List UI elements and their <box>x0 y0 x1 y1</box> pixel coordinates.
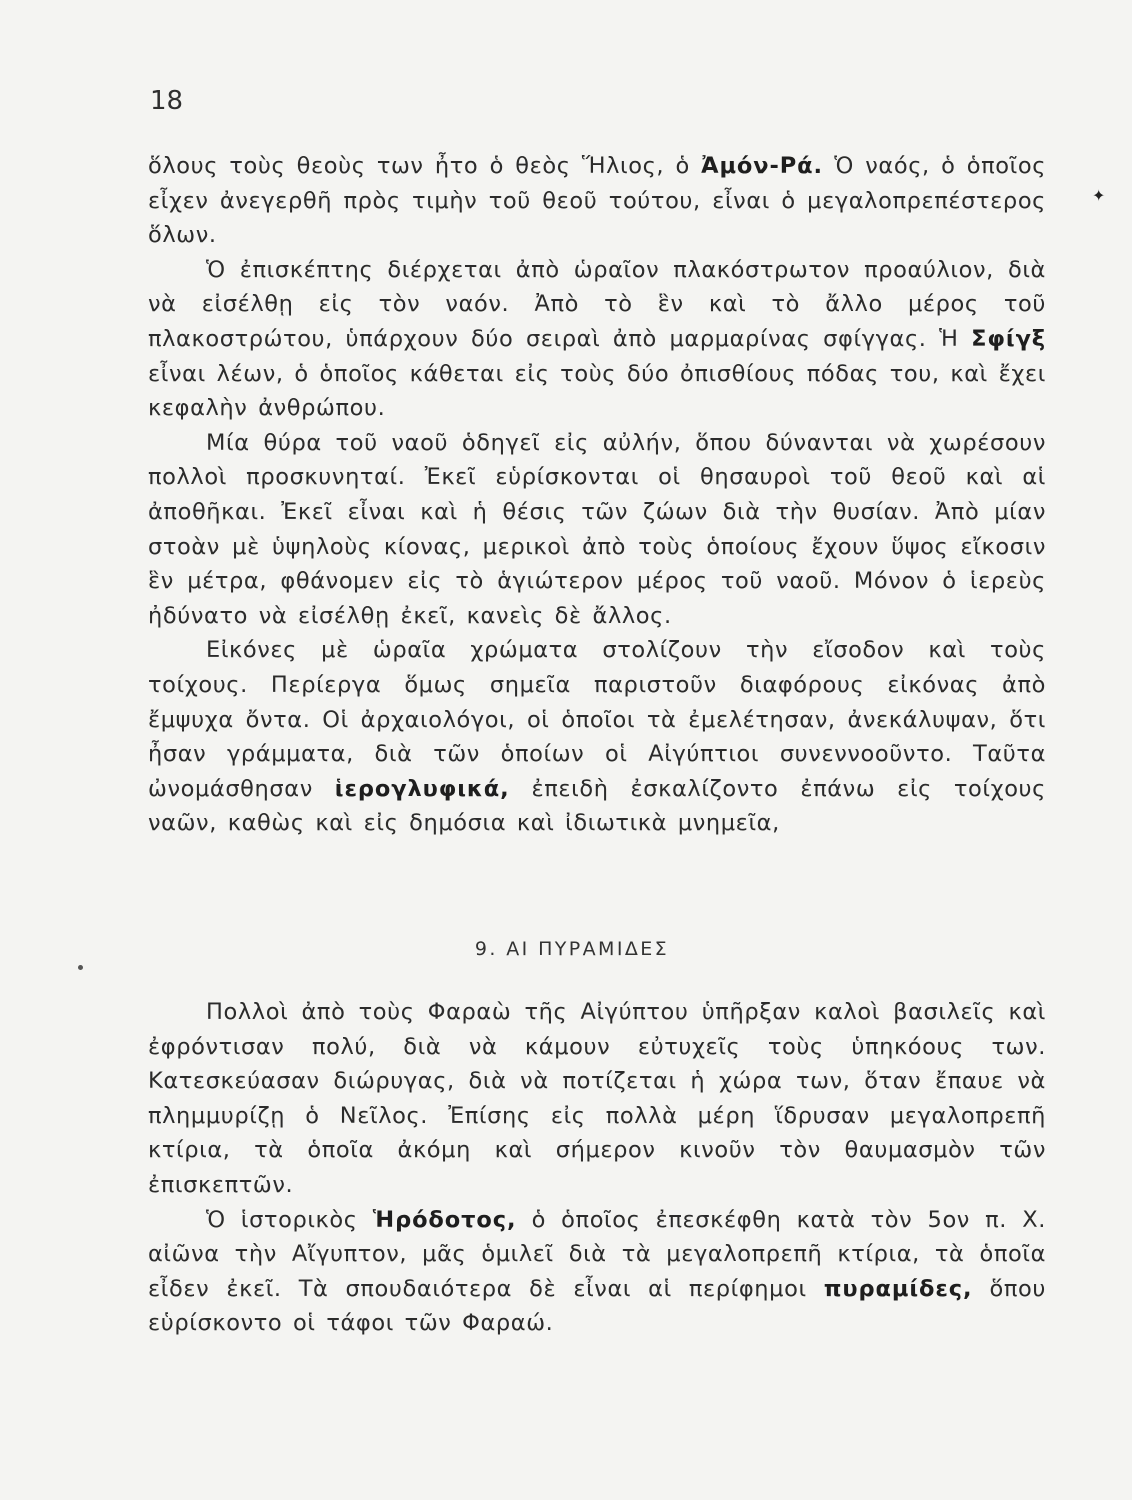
scan-speck <box>78 965 83 970</box>
text-run: ἐπειδὴ ἐσκαλίζοντο ἐπάνω εἰς τοίχους ναῶν, καθὼς καὶ εἰς δημόσια καὶ ἰδιωτικὰ μνημεῖα, <box>148 775 1046 837</box>
paragraph <box>148 633 1046 841</box>
paragraph <box>148 149 1046 253</box>
text-run: Μία θύρα τοῦ ναοῦ ὁδηγεῖ εἰς αὐλήν, ὅπου δύνανται νὰ χωρέσουν πολλοὶ προσκυνηταί. Ἐκεῖ εὑρίσκονται οἱ θησαυροὶ τοῦ θεοῦ καὶ αἱ ἀποθῆκαι. Ἐκεῖ εἶναι καὶ ἡ θέσις τῶν ζώων διὰ τὴν θυσίαν. Ἀπὸ μίαν στοὰν μὲ ὑψηλοὺς κίονας, μερικοὶ ἀπὸ τοὺς ὁποίους ἔχουν ὕψος εἴκοσιν ἓν μέτρα, φθάνομεν εἰς τὸ ἁγιώτερον μέρος τοῦ ναοῦ. Μόνον ὁ ἱερεὺς ἠδύνατο νὰ εἰσέλθῃ ἐκεῖ, κανεὶς δὲ ἄλλος. <box>148 429 1046 629</box>
bold-term: Σφίγξ <box>971 325 1046 352</box>
bold-term: Ἡρόδοτος, <box>372 1206 517 1233</box>
paragraph <box>148 995 1046 1203</box>
bold-term: πυραμίδες, <box>823 1275 973 1302</box>
text-run: ὁ ὁποῖος ἐπεσκέφθη κατὰ τὸν 5ον π. Χ. αἰῶνα τὴν Αἴγυπτον, μᾶς ὁμιλεῖ διὰ τὰ μεγαλοπρεπῆ κτίρια, τὰ ὁποῖα εἶδεν ἐκεῖ. Τὰ σπουδαιότερα δὲ εἶναι αἱ περίφημοι <box>148 1206 1046 1302</box>
bold-term: ἱερογλυφικά, <box>334 775 510 802</box>
text-run: ὅπου εὑρίσκοντο οἱ τάφοι τῶν Φαραώ. <box>148 1275 1046 1337</box>
paragraph <box>148 1203 1046 1341</box>
text-run: ὅλους τοὺς θεοὺς των ἦτο ὁ θεὸς Ἥλιος, ὁ <box>148 153 702 179</box>
text-run: Ὁ ἱστορικὸς <box>206 1206 373 1233</box>
text-run: εἶναι λέων, ὁ ὁποῖος κάθεται εἰς τοὺς δύο ὀπισθίους πόδας του, καὶ ἔχει κεφαλὴν ἀνθρώπου. <box>148 360 1046 422</box>
text-block-before-heading <box>148 149 1046 841</box>
margin-mark-icon: ✦ <box>1092 186 1106 205</box>
text-run: Πολλοὶ ἀπὸ τοὺς Φαραὼ τῆς Αἰγύπτου ὑπῆρξαν καλοὶ βασιλεῖς καὶ ἐφρόντισαν πολύ, διὰ νὰ κάμουν εὐτυχεῖς τοὺς ὑπηκόους των. Κατεσκεύασαν διώρυγας, διὰ νὰ ποτίζεται ἡ χώρα των, ὅταν ἔπαυε νὰ πλημμυρίζῃ ὁ Νεῖλος. Ἐπίσης εἰς πολλὰ μέρη ἵδρυσαν μεγαλοπρεπῆ κτίρια, τὰ ὁποῖα ἀκόμη καὶ σήμερον κινοῦν τὸν θαυμασμὸν τῶν ἐπισκεπτῶν. <box>148 999 1046 1198</box>
paragraph <box>148 253 1046 426</box>
page-number: 18 <box>150 86 184 116</box>
text-run: Εἰκόνες μὲ ὡραῖα χρώματα στολίζουν τὴν εἴσοδον καὶ τοὺς τοίχους. Περίεργα ὅμως σημεῖα παριστοῦν διαφόρους εἰκόνας ἀπὸ ἔμψυχα ὄντα. Οἱ ἀρχαιολόγοι, οἱ ὁποῖοι τὰ ἐμελέτησαν, ἀνεκάλυψαν, ὅτι ἦσαν γράμματα, διὰ τῶν ὁποίων οἱ Αἰγύπτιοι συνεννοοῦντο. Ταῦτα ὠνομάσθησαν <box>148 637 1046 802</box>
bold-term: Ἀμόν-Ρά. <box>701 153 823 179</box>
section-heading: 9. ΑΙ ΠΥΡΑΜΙΔΕΣ <box>474 938 670 960</box>
text-run: Ὁ ναός, ὁ ὁποῖος εἶχεν ἀνεγερθῆ πρὸς τιμὴν τοῦ θεοῦ τούτου, εἶναι ὁ μεγαλοπρεπέστερος ὅλων. <box>148 153 1046 249</box>
text-block-after-heading <box>148 995 1046 1341</box>
paragraph <box>148 426 1046 634</box>
text-run: Ὁ ἐπισκέπτης διέρχεται ἀπὸ ὡραῖον πλακόστρωτον προαύλιον, διὰ νὰ εἰσέλθῃ εἰς τὸν ναόν. Ἀπὸ τὸ ἓν καὶ τὸ ἄλλο μέρος τοῦ πλακοστρώτου, ὑπάρχουν δύο σειραὶ ἀπὸ μαρμαρίνας σφίγγας. Ἡ <box>148 256 1046 352</box>
